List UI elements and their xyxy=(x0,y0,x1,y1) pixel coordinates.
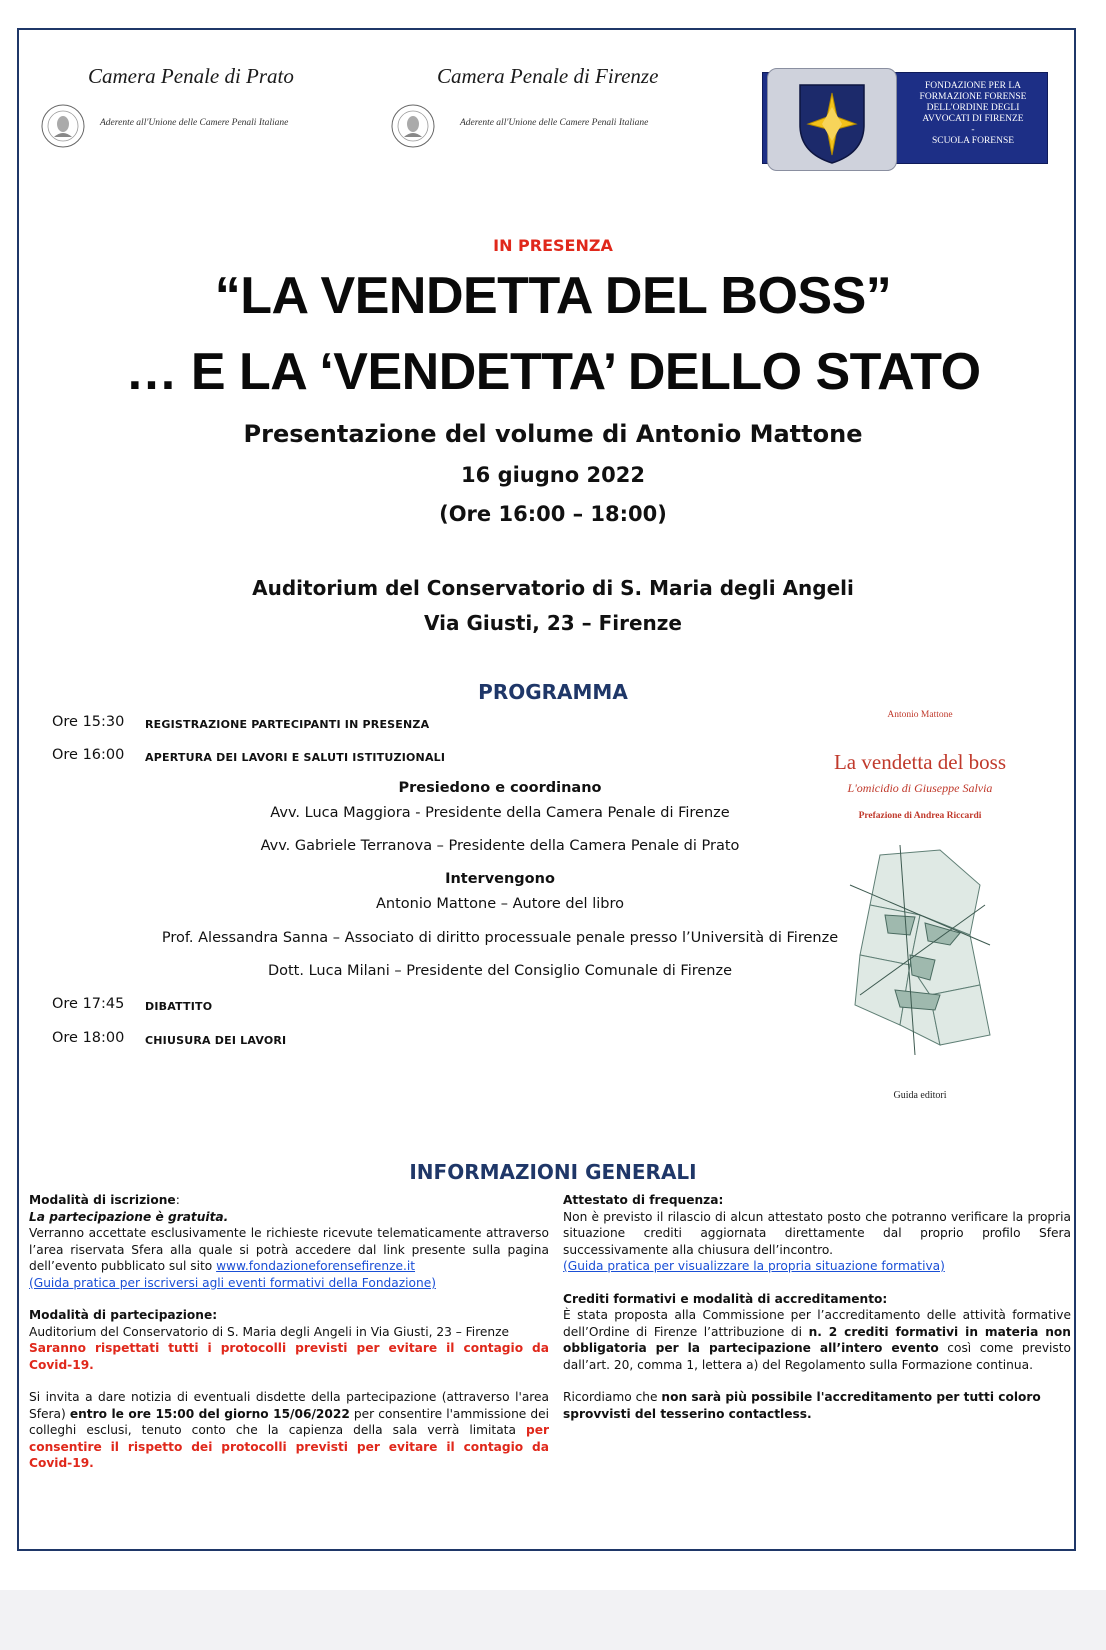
programma-item-label: APERTURA DEI LAVORI E SALUTI ISTITUZIONALI xyxy=(145,751,446,764)
event-time: (Ore 16:00 – 18:00) xyxy=(439,502,667,526)
camera-penale-firenze-tagline: Aderente all'Unione delle Camere Penali Italiane xyxy=(460,118,649,128)
intervengono-speaker: Prof. Alessandra Sanna – Associato di diritto processuale penale presso l’Università di Firenze xyxy=(161,930,839,946)
presiedono-speaker: Avv. Luca Maggiora - Presidente della Camera Penale di Firenze xyxy=(270,805,730,821)
camera-penale-firenze-name: Camera Penale di Firenze xyxy=(437,64,659,88)
fondazione-line: AVVOCATI DI FIRENZE xyxy=(922,114,1024,124)
book-preface: Prefazione di Andrea Riccardi xyxy=(858,811,982,821)
book-publisher: Guida editori xyxy=(893,1090,947,1101)
event-title-line2: … E LA ‘VENDETTA’ DELLO STATO xyxy=(125,343,981,401)
programma-item-label: CHIUSURA DEI LAVORI xyxy=(145,1034,287,1047)
info-left-column: Modalità di iscrizione: La partecipazione è gratuita. Verranno accettate esclusivamente le richieste ricevute telematicamente attraverso l’area riservata Sfera alla quale si potrà accedere dal link presente sulla pagina dell’evento pubblicato sul sito www.fondazioneforensefirenze.it (Guida pratica per iscriversi agli eventi formativi della Fondazione) Modalità di partecipazione: Auditorium del Conservatorio di S. Maria degli Angeli in Via Giusti, 23 – Firenze Saranno rispettati tutti i protocolli previsti per evitare il contagio da Covid-19. Si invita a dare notizia di eventuali disdette della partecipazione (attraverso l'area Sfera) entro le ore 15:00 del giorno 15/06/2022 per consentire l'ammissione dei colleghi esclusi, tenuto conto che la capienza della sala verrà limitata per consentire il rispetto dei protocolli previsti per evitare il contagio da Covid-19. xyxy=(29,1193,549,1470)
crediti-bold: n. 2 crediti formativi in materia non obbligatoria per la partecipazione all’intero evento xyxy=(563,1324,1071,1355)
event-venue: Auditorium del Conservatorio di S. Maria degli Angeli xyxy=(252,576,854,600)
iscrizione-heading: Modalità di iscrizione xyxy=(29,1193,176,1207)
crediti-heading: Crediti formativi e modalità di accreditamento: xyxy=(563,1291,888,1306)
presiedono-heading: Presiedono e coordinano xyxy=(398,780,602,796)
book-cover xyxy=(812,700,1028,1120)
fondazione-line: DELL'ORDINE DEGLI xyxy=(926,103,1020,113)
camera-penale-prato-tagline: Aderente all'Unione delle Camere Penali Italiane xyxy=(100,118,289,128)
event-date: 16 giugno 2022 xyxy=(461,463,645,487)
fondazione-website-link[interactable]: www.fondazioneforensefirenze.it xyxy=(216,1259,416,1273)
event-address: Via Giusti, 23 – Firenze xyxy=(424,611,682,635)
intervengono-heading: Intervengono xyxy=(445,871,555,887)
programma-item-label: DIBATTITO xyxy=(145,1000,213,1013)
viewer-bottom-bar xyxy=(0,1590,1106,1650)
book-author: Antonio Mattone xyxy=(887,710,953,720)
event-mode: IN PRESENZA xyxy=(493,236,613,255)
fondazione-line: - xyxy=(971,125,975,135)
fondazione-emblem xyxy=(767,68,897,171)
ricordiamo-text: Ricordiamo che xyxy=(563,1390,662,1404)
disdette-covid: per consentire il rispetto dei protocolli previsti per evitare il contagio da Covid-19. xyxy=(29,1423,549,1470)
partecipazione-text: Auditorium del Conservatorio di S. Maria degli Angeli in Via Giusti, 23 – Firenze xyxy=(29,1324,510,1339)
fondazione-logo xyxy=(762,72,1048,164)
presiedono-speaker: Avv. Gabriele Terranova – Presidente della Camera Penale di Prato xyxy=(260,838,740,854)
book-cover-illustration xyxy=(840,845,1000,1055)
camera-penale-prato-name: Camera Penale di Prato xyxy=(88,64,294,88)
partecipazione-covid: Saranno rispettati tutti i protocolli previsti per evitare il contagio da Covid-19. xyxy=(29,1341,549,1372)
event-subtitle: Presentazione del volume di Antonio Mattone xyxy=(243,420,863,448)
crediti-text: così come previsto dall’art. 20, comma 1, lettera a) del Regolamento sulla Formazione continua. xyxy=(563,1341,1072,1372)
partecipazione-heading: Modalità di partecipazione: xyxy=(29,1308,218,1322)
ricordiamo-bold: non sarà più possibile l'accreditamento per tutti coloro sprovvisti del tesserino contactless. xyxy=(563,1390,1041,1421)
book-subtitle: L'omicidio di Giuseppe Salvia xyxy=(847,781,993,795)
programma-item-time: Ore 17:45 xyxy=(52,996,125,1012)
disdette-text: per consentire l'ammissione dei colleghi esclusi, tenuto conto che la capienza della sala verrà limitata xyxy=(29,1406,549,1437)
disdette-deadline: entro le ore 15:00 del giorno 15/06/2022 xyxy=(69,1406,350,1421)
programma-heading: PROGRAMMA xyxy=(478,680,628,704)
camera-penale-prato-seal-icon xyxy=(40,103,86,149)
attestato-heading: Attestato di frequenza: xyxy=(563,1193,724,1207)
programma-item-time: Ore 15:30 xyxy=(52,714,125,730)
iscrizione-free: La partecipazione è gratuita. xyxy=(29,1209,229,1224)
disdette-text: Si invita a dare notizia di eventuali disdette della partecipazione (attraverso l'area Sfera) xyxy=(29,1390,549,1421)
programma-item-time: Ore 18:00 xyxy=(52,1030,125,1046)
info-heading: INFORMAZIONI GENERALI xyxy=(409,1160,697,1184)
attestato-guide-link[interactable]: (Guida pratica per visualizzare la propria situazione formativa) xyxy=(563,1259,945,1273)
fondazione-line: SCUOLA FORENSE xyxy=(931,136,1015,146)
programma-item-label: REGISTRAZIONE PARTECIPANTI IN PRESENZA xyxy=(145,718,430,731)
fondazione-line: FORMAZIONE FORENSE xyxy=(919,92,1027,102)
programma-item-time: Ore 16:00 xyxy=(52,747,125,763)
iscrizione-text: Verranno accettate esclusivamente le richieste ricevute telematicamente attraverso l’area riservata Sfera alla quale si potrà accedere dal link presente sulla pagina dell’evento pubblicato sul sito xyxy=(29,1226,549,1273)
event-title-line1: “LA VENDETTA DEL BOSS” xyxy=(214,267,892,325)
info-right-column xyxy=(563,1192,1071,1422)
compass-star-icon xyxy=(768,69,896,170)
attestato-text: Non è previsto il rilascio di alcun attestato posto che potranno verificare la propria situazione crediti aggiornata direttamente dal proprio profilo Sfera successivamente alla chiusura dell’incontro. xyxy=(563,1209,1071,1257)
intervengono-speaker: Dott. Luca Milani – Presidente del Consiglio Comunale di Firenze xyxy=(267,963,733,979)
crediti-text: È stata proposta alla Commissione per l’accreditamento delle attività formative dell’Ordine di Firenze l’attribuzione di xyxy=(563,1308,1071,1339)
fondazione-line: FONDAZIONE PER LA xyxy=(924,81,1022,91)
intervengono-speaker: Antonio Mattone – Autore del libro xyxy=(376,896,624,912)
book-title: La vendetta del boss xyxy=(833,750,1007,774)
camera-penale-firenze-seal-icon xyxy=(390,103,436,149)
fondazione-text xyxy=(903,81,1043,147)
iscrizione-guide-link[interactable]: (Guida pratica per iscriversi agli eventi formativi della Fondazione) xyxy=(29,1275,436,1290)
